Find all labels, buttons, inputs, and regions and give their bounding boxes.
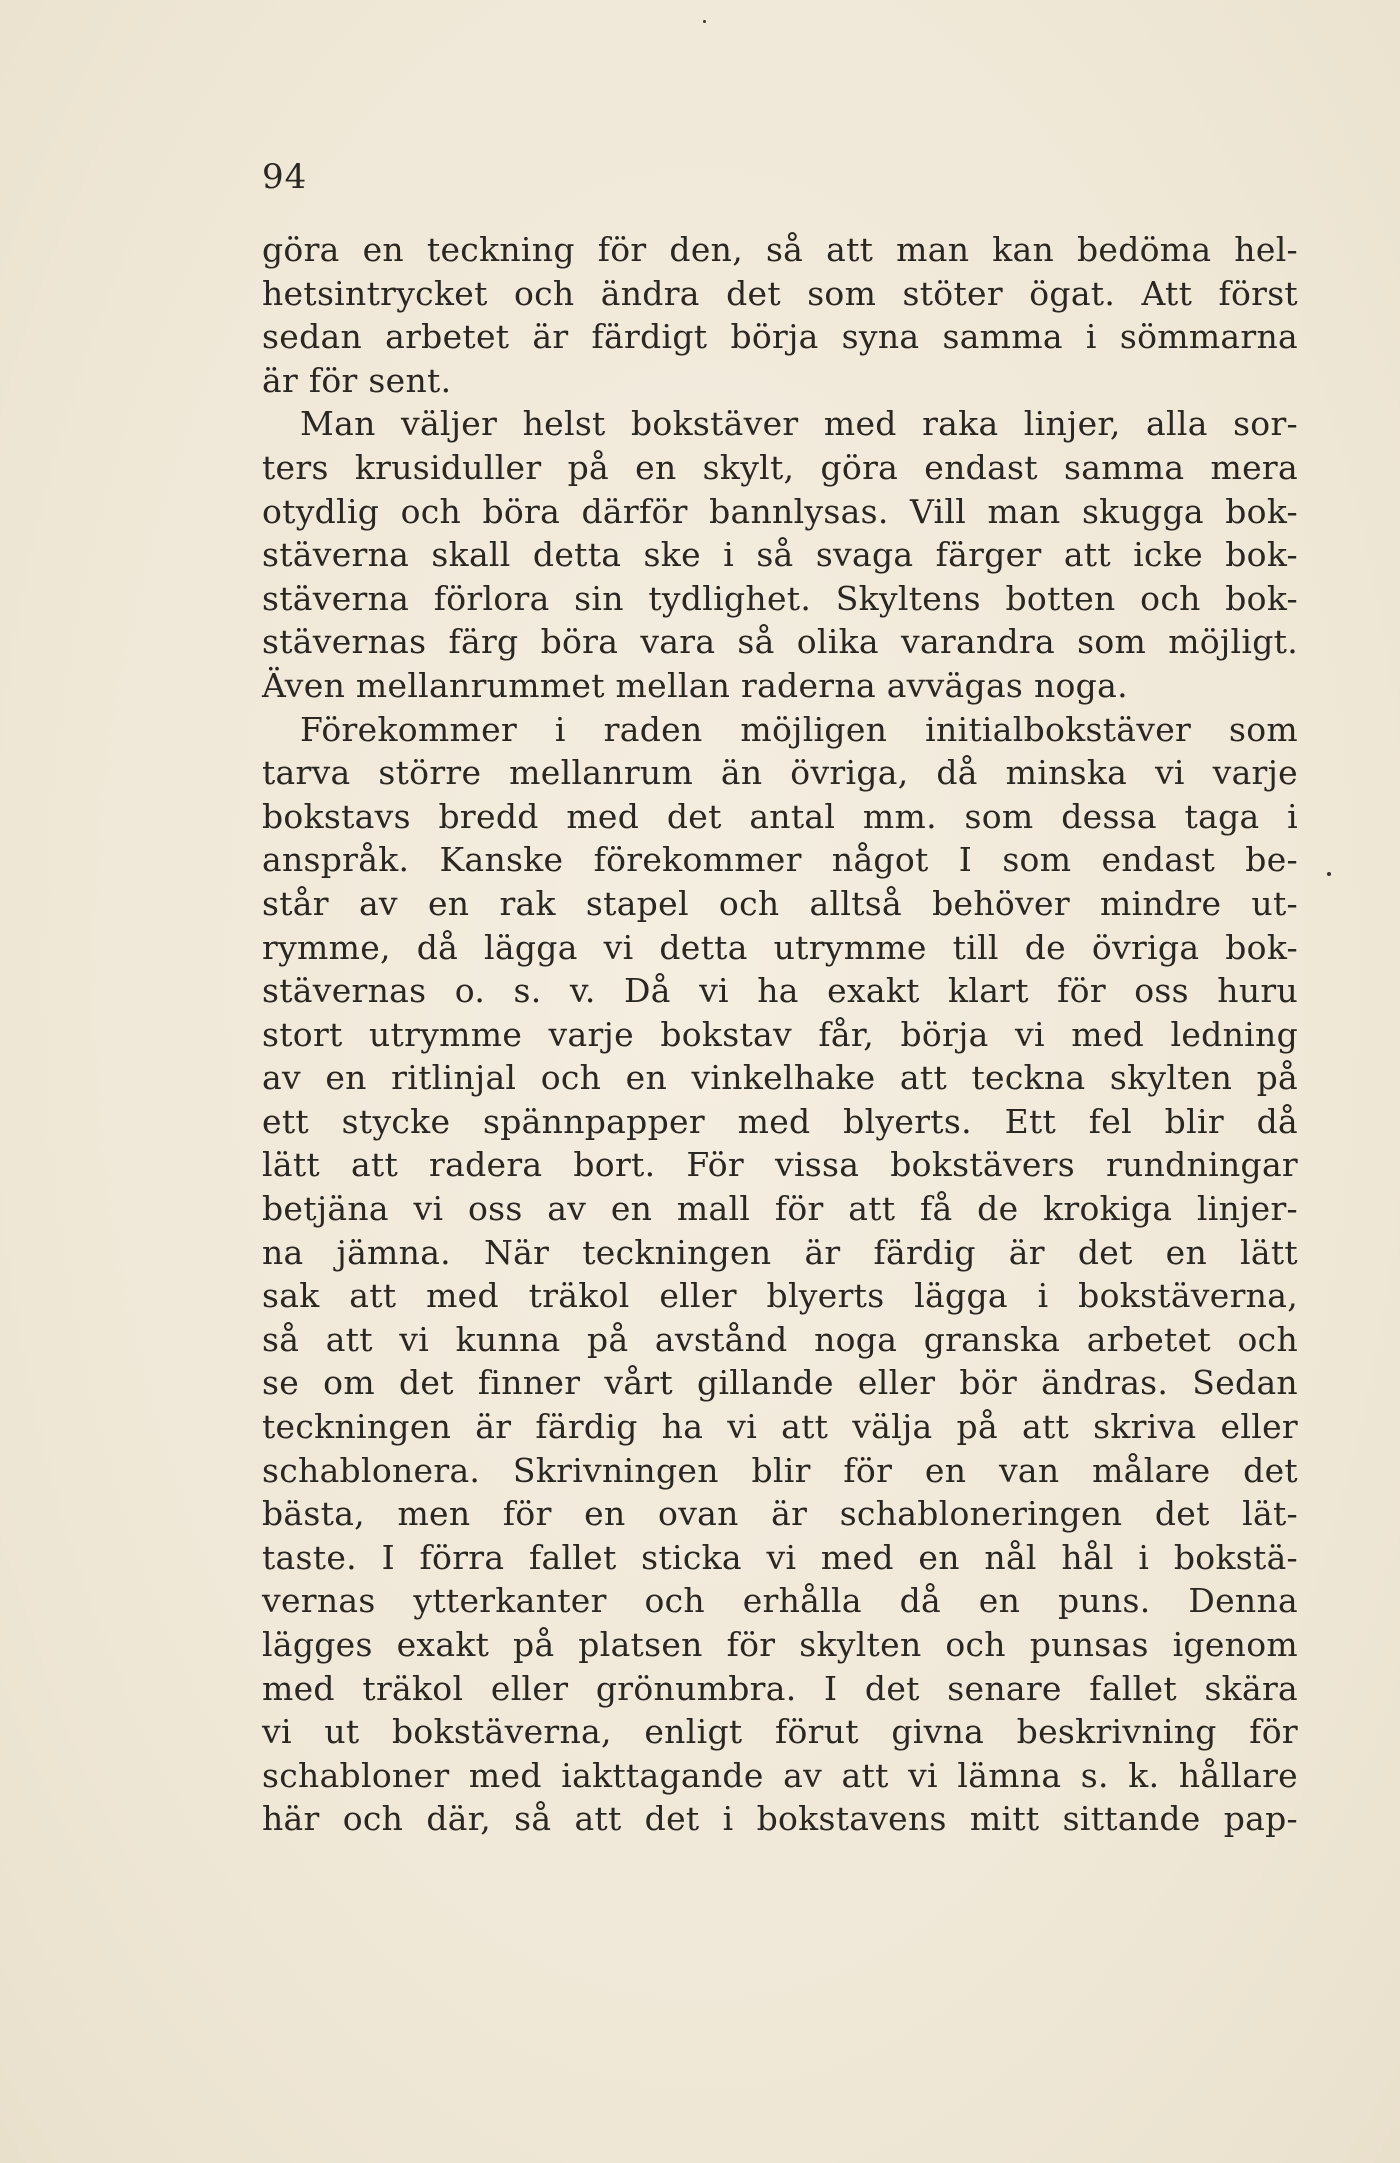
text-line: står av en rak stapel och alltså behöver mindre ut- xyxy=(262,883,1298,923)
text-line: göra en teckning för den, så att man kan bedöma hel- xyxy=(262,230,1298,269)
text-line: vernas ytterkanter och erhålla då en puns. Denna xyxy=(262,1581,1298,1621)
text-line: ters krusiduller på en skylt, göra endast samma mera xyxy=(262,447,1298,487)
text-line: Förekommer i raden möjligen initialbokstäver som xyxy=(300,709,1298,749)
text-line: schabloner med iakttagande av att vi lämna s. k. hållare xyxy=(262,1755,1298,1795)
text-line: tarva större mellanrum än övriga, då minska vi varje xyxy=(262,753,1298,793)
text-line: ett stycke spännpapper med blyerts. Ett fel blir då xyxy=(262,1101,1298,1141)
text-line: sak att med träkol eller blyerts lägga i bokstäverna, xyxy=(262,1276,1298,1316)
text-line: här och där, så att det i bokstavens mitt sittande pap- xyxy=(262,1799,1298,1839)
text-line: se om det finner vårt gillande eller bör ändras. Sedan xyxy=(262,1363,1298,1403)
text-line: är för sent. xyxy=(262,360,452,400)
text-line: stäverna skall detta ske i så svaga färger att icke bok- xyxy=(262,535,1298,575)
paper-speck xyxy=(703,20,706,23)
text-line: stävernas färg böra vara så olika varandra som möjligt. xyxy=(262,622,1298,662)
text-line: Man väljer helst bokstäver med raka linjer, alla sor- xyxy=(300,404,1298,444)
text-line: stäverna förlora sin tydlighet. Skyltens botten och bok- xyxy=(262,578,1298,618)
text-line: otydlig och böra därför bannlysas. Vill man skugga bok- xyxy=(262,491,1298,531)
text-line: av en ritlinjal och en vinkelhake att teckna skylten på xyxy=(262,1058,1298,1098)
text-line: sedan arbetet är färdigt börja syna samma i sömmarna xyxy=(262,317,1298,357)
page-number: 94 xyxy=(262,157,308,197)
text-line: bokstavs bredd med det antal mm. som dessa taga i xyxy=(262,796,1298,836)
text-line: betjäna vi oss av en mall för att få de krokiga linjer- xyxy=(262,1189,1298,1229)
text-line: med träkol eller grönumbra. I det senare fallet skära xyxy=(262,1668,1298,1708)
text-line: hetsintrycket och ändra det som stöter ögat. Att först xyxy=(262,273,1298,313)
text-line: Även mellanrummet mellan raderna avvägas noga. xyxy=(262,665,1128,705)
text-line: lägges exakt på platsen för skylten och punsas igenom xyxy=(262,1625,1298,1664)
text-line: stävernas o. s. v. Då vi ha exakt klart för oss huru xyxy=(262,971,1298,1011)
text-line: så att vi kunna på avstånd noga granska arbetet och xyxy=(262,1319,1298,1359)
text-line: taste. I förra fallet sticka vi med en nål hål i bokstä- xyxy=(262,1537,1298,1577)
text-line: schablonera. Skrivningen blir för en van målare det xyxy=(262,1450,1298,1490)
text-line: stort utrymme varje bokstav får, börja vi med ledning xyxy=(262,1014,1298,1054)
text-line: bästa, men för en ovan är schabloneringen det lät- xyxy=(262,1494,1298,1534)
text-line: lätt att radera bort. För vissa bokstävers rundningar xyxy=(262,1145,1298,1185)
paper-speck xyxy=(1327,872,1331,876)
text-line: anspråk. Kanske förekommer något I som endast be- xyxy=(262,840,1298,880)
text-line: rymme, då lägga vi detta utrymme till de övriga bok- xyxy=(262,927,1298,967)
text-line: na jämna. När teckningen är färdig är det en lätt xyxy=(262,1232,1298,1272)
text-line: vi ut bokstäverna, enligt förut givna beskrivning för xyxy=(262,1712,1298,1752)
body-text xyxy=(262,228,1298,1841)
text-line: teckningen är färdig ha vi att välja på att skriva eller xyxy=(262,1407,1298,1447)
